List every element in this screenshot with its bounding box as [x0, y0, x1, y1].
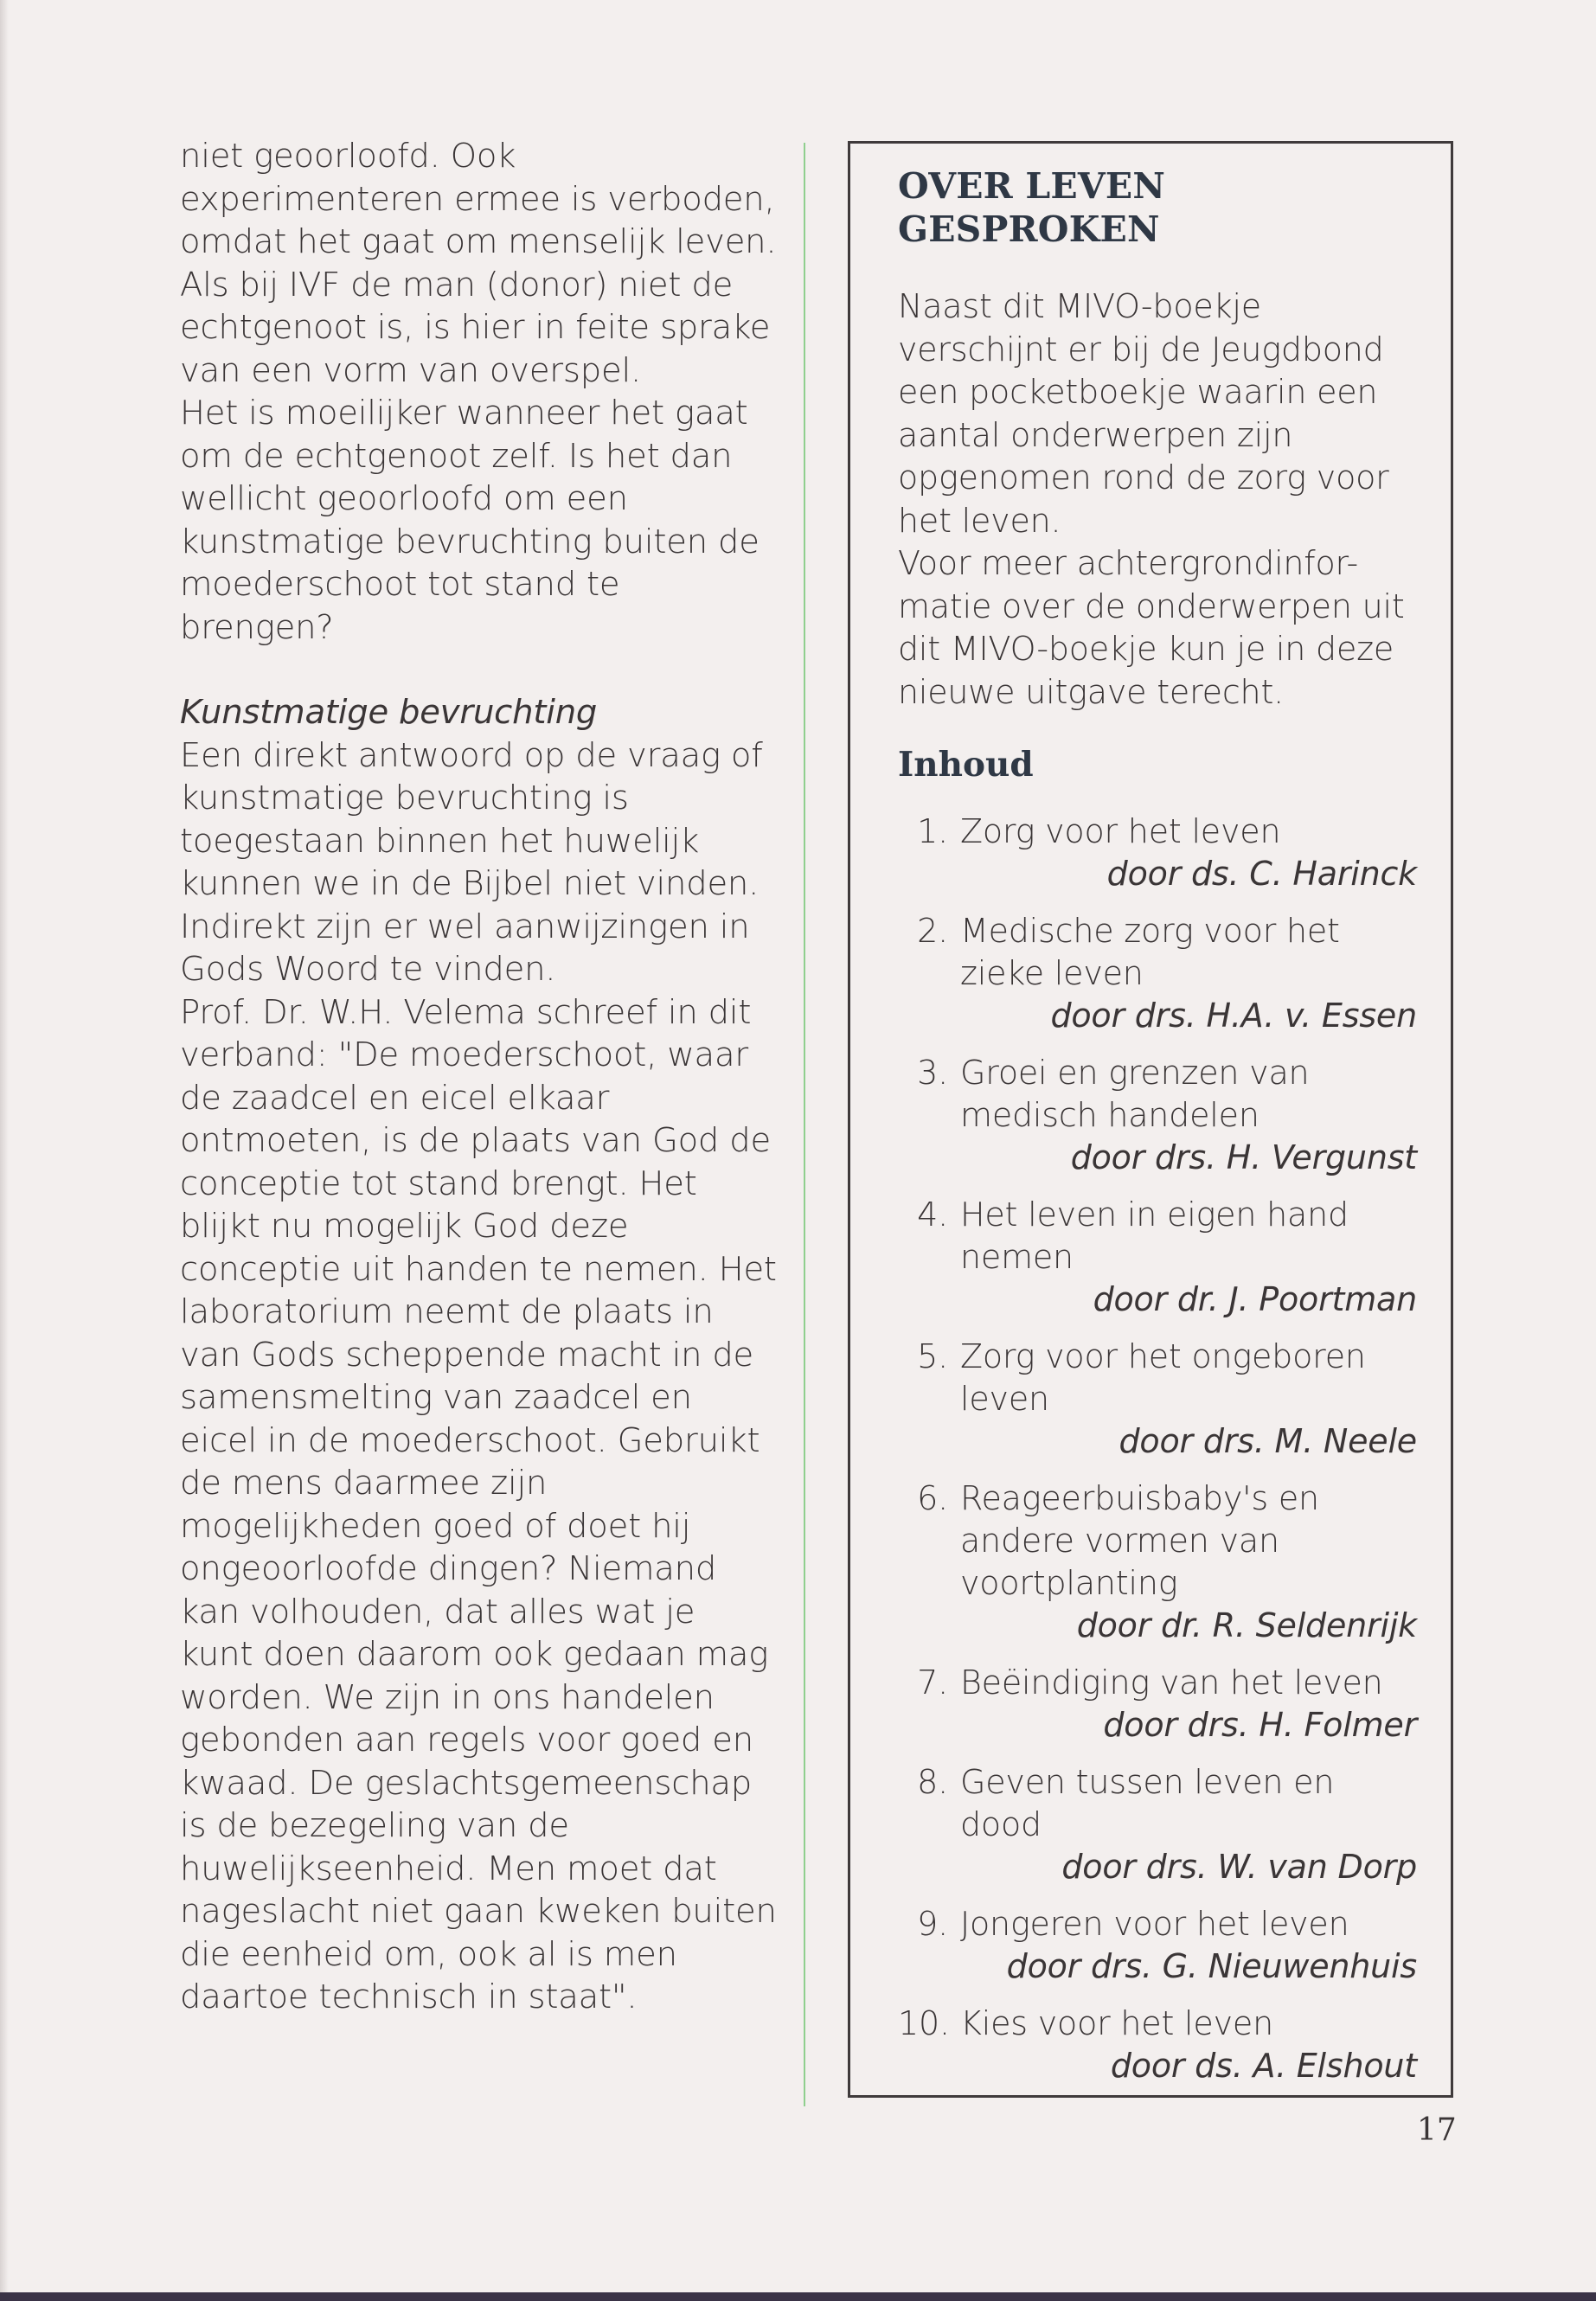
toc-author: door drs. H.A. v. Essen [1050, 997, 1417, 1035]
main-text-column [180, 135, 777, 2019]
toc-title: Zorg voor het ongeboren leven [960, 1337, 1366, 1418]
toc-item [898, 1761, 1417, 1888]
toc-title: Reageerbuisbaby's en andere vormen van voortplanting [960, 1479, 1319, 1602]
toc-item [898, 910, 1417, 1037]
toc-number: 2. [917, 912, 948, 950]
page-number: 17 [1417, 2112, 1457, 2148]
sidebar-title-line: GESPROKEN [898, 208, 1160, 250]
toc-item [898, 1194, 1417, 1321]
paragraph: Een direkt antwoord op de vraag of kunstmatige bevruchting is toegestaan binnen het huwelijk kunnen we in de Bijbel niet vinden. Indirekt zijn er wel aanwijzingen in Gods Woord te vinden. [180, 735, 763, 989]
toc-number: 7. [917, 1663, 948, 1702]
toc-item [898, 2003, 1417, 2087]
page-edge [0, 0, 9, 2301]
paragraph: niet geoorloofd. Ook experimenteren ermee is verboden, omdat het gaat om menselijk leven. Als bij IVF de man (donor) niet de echtgenoot is, is hier in feite sprake van een vorm van overspel. [180, 137, 777, 390]
toc-title: Jongeren voor het leven [960, 1905, 1349, 1943]
toc-item [898, 811, 1417, 895]
sidebar-box [848, 141, 1453, 2098]
sidebar-title-line: OVER LEVEN [898, 165, 1166, 207]
toc-number: 6. [917, 1479, 948, 1517]
toc-title: Het leven in eigen hand nemen [960, 1195, 1349, 1276]
toc-number: 4. [917, 1195, 948, 1234]
toc-author: door ds. A. Elshout [1110, 2047, 1417, 2085]
toc-title: Beëindiging van het leven [960, 1663, 1383, 1702]
toc-author: door drs. W. van Dorp [1061, 1848, 1417, 1886]
toc-author: door drs. H. Folmer [1103, 1706, 1417, 1744]
toc-author: door drs. M. Neele [1118, 1422, 1417, 1460]
column-divider [804, 143, 805, 2106]
toc-number: 5. [917, 1337, 948, 1375]
toc-title: Geven tussen leven en dood [960, 1763, 1335, 1843]
intro-text: Voor meer achtergrondinfor-matie over de onderwerpen uit dit MIVO-boekje kun je in deze nieuwe uitgave terecht. [898, 544, 1405, 711]
toc-number: 1. [917, 812, 948, 850]
toc-author: door dr. J. Poortman [1093, 1280, 1417, 1318]
toc-number: 10. [898, 2004, 950, 2042]
toc-title: Groei en grenzen van medisch handelen [960, 1054, 1310, 1134]
toc-title: Medische zorg voor het zieke leven [960, 912, 1340, 992]
page-edge [0, 2292, 1596, 2301]
toc-author: door ds. C. Harinck [1106, 855, 1417, 893]
toc-author: door drs. G. Nieuwenhuis [1006, 1947, 1417, 1985]
toc-number: 8. [917, 1763, 948, 1801]
toc-title: Kies voor het leven [960, 2004, 1273, 2042]
toc-number: 3. [917, 1054, 948, 1092]
quote-paragraph: Prof. Dr. W.H. Velema schreef in dit verband: "De moederschoot, waar de zaadcel en eicel elkaar ontmoeten, is de plaats van God de conceptie tot stand brengt. Het blijkt nu mogelijk God deze conceptie uit handen te nemen. Het laboratorium neemt de plaats in van Gods scheppende macht in de samensmelting van zaadcel en eicel in de moederschoot. Gebruikt de mens daarmee zijn mogelijkheden goed of doet hij ongeoorloofde dingen? Niemand kan volhouden, dat alles wat je kunt doen daarom ook gedaan mag worden. We zijn in ons handelen gebonden aan regels voor goed en kwaad. De geslachtsgemeenschap is de bezegeling van de huwelijkseenheid. Men moet dat nageslacht niet gaan kweken buiten die eenheid om, ook al is men daartoe technisch in staat". [180, 992, 777, 2016]
toc-author: door drs. H. Vergunst [1070, 1138, 1417, 1176]
sidebar-intro [898, 285, 1417, 714]
toc-item [898, 1662, 1417, 1747]
section-subheading: Kunstmatige bevruchting [180, 693, 598, 732]
toc-number: 9. [917, 1905, 948, 1943]
toc-author: door dr. R. Seldenrijk [1076, 1606, 1417, 1644]
intro-text: Naast dit MIVO-boekje verschijnt er bij de Jeugdbond een pocketboekje waarin een aantal onderwerpen zijn opgenomen rond de zorg voor het leven. [898, 287, 1389, 540]
table-of-contents [898, 811, 1417, 2087]
contents-heading: Inhoud [898, 745, 1034, 785]
toc-item [898, 1052, 1417, 1179]
sidebar-title [898, 164, 1417, 251]
toc-item [898, 1336, 1417, 1463]
toc-item [898, 1477, 1417, 1647]
toc-item [898, 1903, 1417, 1988]
toc-title: Zorg voor het leven [960, 812, 1281, 850]
paragraph: Het is moeilijker wanneer het gaat om de echtgenoot zelf. Is het dan wellicht geoorloofd om een kunstmatige bevruchting buiten de moederschoot tot stand te brengen? [180, 394, 760, 647]
